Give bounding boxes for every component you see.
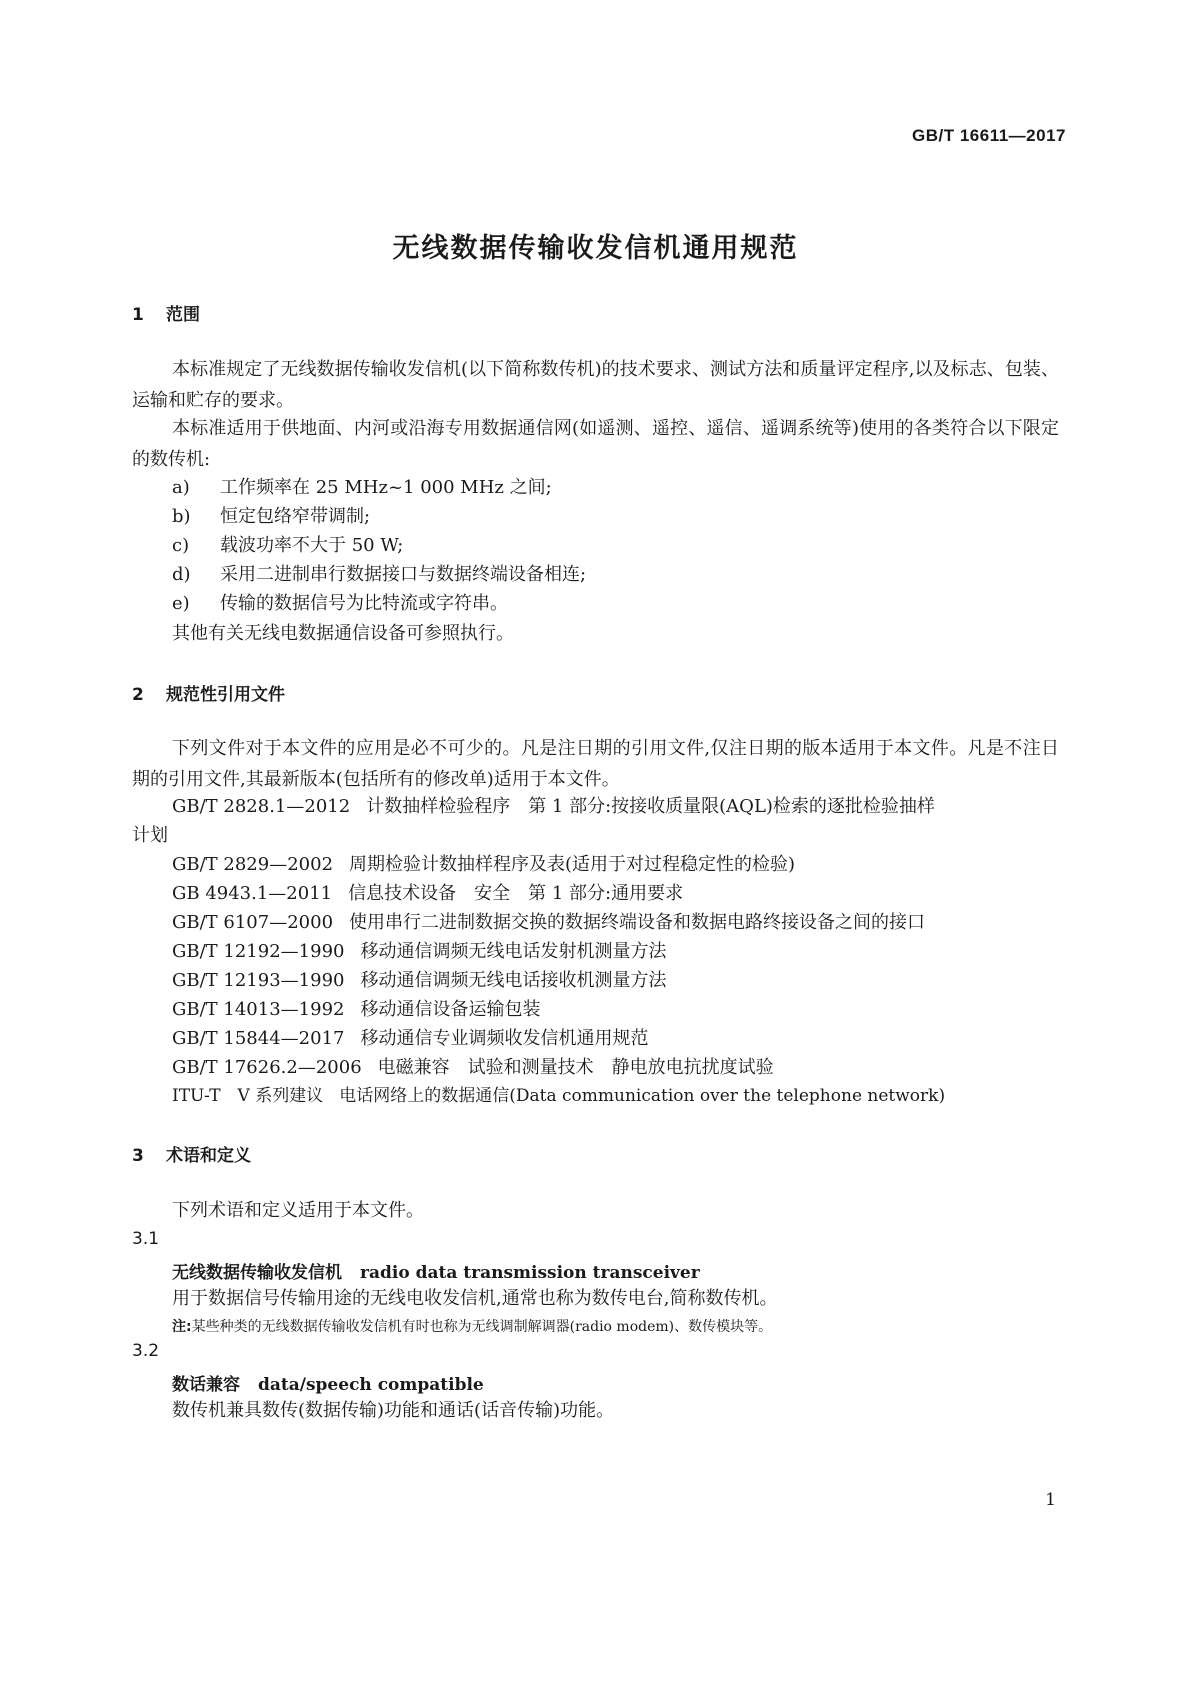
reference-title: 周期检验计数抽样程序及表(适用于对过程稳定性的检验) [349, 854, 796, 875]
document-title: 无线数据传输收发信机通用规范 [392, 233, 799, 264]
reference-item [172, 1052, 774, 1083]
term-definition: 数传机兼具数传(数据传输)功能和通话(话音传输)功能。 [172, 1400, 615, 1421]
term-definition: 用于数据信号传输用途的无线电收发信机,通常也称为数传电台,简称数传机。 [172, 1288, 778, 1309]
list-item-text: 采用二进制串行数据接口与数据终端设备相连; [220, 564, 587, 585]
reference-code: ITU-T V 系列建议 [172, 1086, 324, 1106]
list-item-text: 恒定包络窄带调制; [220, 506, 371, 527]
section-1-heading [132, 300, 200, 325]
reference-item [172, 1081, 945, 1112]
reference-code: GB/T 12193—1990 [172, 970, 345, 991]
section-2-intro: 下列文件对于本文件的应用是必不可少的。凡是注日期的引用文件,仅注日期的版本适用于本文件。凡是不注日期的引用文件,其最新版本(包括所有的修改单)适用于本文件。 [132, 738, 1059, 790]
section-title: 范围 [166, 305, 200, 325]
list-item-label: e) [172, 593, 190, 614]
reference-item [172, 965, 666, 996]
list-item-label: a) [172, 477, 190, 498]
section-title: 术语和定义 [166, 1146, 251, 1166]
reference-item [172, 849, 795, 880]
term-name-zh: 数话兼容 [172, 1375, 240, 1395]
reference-code: GB/T 2829—2002 [172, 854, 334, 875]
reference-code: GB/T 17626.2—2006 [172, 1057, 362, 1078]
term-name-zh: 无线数据传输收发信机 [172, 1263, 342, 1283]
list-item-label: b) [172, 506, 191, 527]
reference-title: 信息技术设备 安全 第 1 部分:通用要求 [348, 883, 684, 904]
reference-title: 移动通信调频无线电话接收机测量方法 [360, 970, 667, 991]
reference-title: 移动通信专业调频收发信机通用规范 [360, 1028, 649, 1049]
page-number: 1 [1045, 1490, 1056, 1510]
reference-title: 计数抽样检验程序 第 1 部分:按接收质量限(AQL)检索的逐批检验抽样 [366, 796, 935, 817]
standard-code: GB/T 16611—2017 [912, 126, 1066, 145]
list-item [172, 559, 586, 590]
section-2-heading [132, 680, 285, 705]
reference-item [172, 878, 683, 909]
reference-title: 使用串行二进制数据交换的数据终端设备和数据电路终接设备之间的接口 [349, 912, 926, 933]
list-item-text: 载波功率不大于 50 W; [220, 535, 404, 556]
reference-item [172, 791, 935, 822]
reference-title-continued: 计划 [132, 825, 168, 846]
section-3-intro: 下列术语和定义适用于本文件。 [172, 1200, 424, 1221]
reference-title: 移动通信调频无线电话发射机测量方法 [360, 941, 667, 962]
section-title: 规范性引用文件 [166, 685, 285, 705]
note-label: 注: [172, 1319, 192, 1335]
term-number: 3.1 [132, 1229, 160, 1249]
list-item-label: d) [172, 564, 191, 585]
list-item [172, 501, 370, 532]
reference-code: GB/T 15844—2017 [172, 1028, 345, 1049]
term-note [172, 1316, 772, 1336]
list-item [172, 588, 508, 619]
list-item-label: c) [172, 535, 190, 556]
term-number: 3.2 [132, 1341, 160, 1361]
reference-title: 电磁兼容 试验和测量技术 静电放电抗扰度试验 [377, 1057, 774, 1078]
term-name [172, 1258, 700, 1283]
reference-code: GB/T 2828.1—2012 [172, 796, 351, 817]
section-number: 3 [132, 1146, 144, 1166]
reference-code: GB/T 6107—2000 [172, 912, 334, 933]
reference-code: GB/T 12192—1990 [172, 941, 345, 962]
term-name-en: radio data transmission transceiver [360, 1263, 700, 1283]
reference-title: 移动通信设备运输包装 [360, 999, 541, 1020]
section-number: 2 [132, 685, 144, 705]
term-name-en: data/speech compatible [258, 1375, 484, 1395]
section-3-heading [132, 1141, 251, 1166]
reference-code: GB/T 14013—1992 [172, 999, 345, 1020]
section-1-paragraph-1: 本标准规定了无线数据传输收发信机(以下简称数传机)的技术要求、测试方法和质量评定程序,以及标志、包装、运输和贮存的要求。 [132, 359, 1059, 411]
reference-item [172, 994, 540, 1025]
section-1-paragraph-2: 本标准适用于供地面、内河或沿海专用数据通信网(如遥测、遥控、遥信、遥调系统等)使用的各类符合以下限定的数传机: [132, 418, 1059, 470]
reference-title: 电话网络上的数据通信(Data communication over the telephone network) [339, 1086, 946, 1106]
list-item-text: 工作频率在 25 MHz~1 000 MHz 之间; [220, 477, 552, 498]
list-item [172, 530, 403, 561]
reference-item [172, 936, 666, 967]
list-item-text: 传输的数据信号为比特流或字符串。 [220, 593, 508, 614]
reference-item [172, 1023, 648, 1054]
term-name [172, 1370, 484, 1395]
reference-code: GB 4943.1—2011 [172, 883, 333, 904]
note-text: 某些种类的无线数据传输收发信机有时也称为无线调制解调器(radio modem)、数传模块等。 [191, 1319, 773, 1335]
reference-item [172, 907, 925, 938]
list-item [172, 472, 552, 503]
section-number: 1 [132, 305, 144, 325]
section-1-closing: 其他有关无线电数据通信设备可参照执行。 [172, 623, 514, 644]
